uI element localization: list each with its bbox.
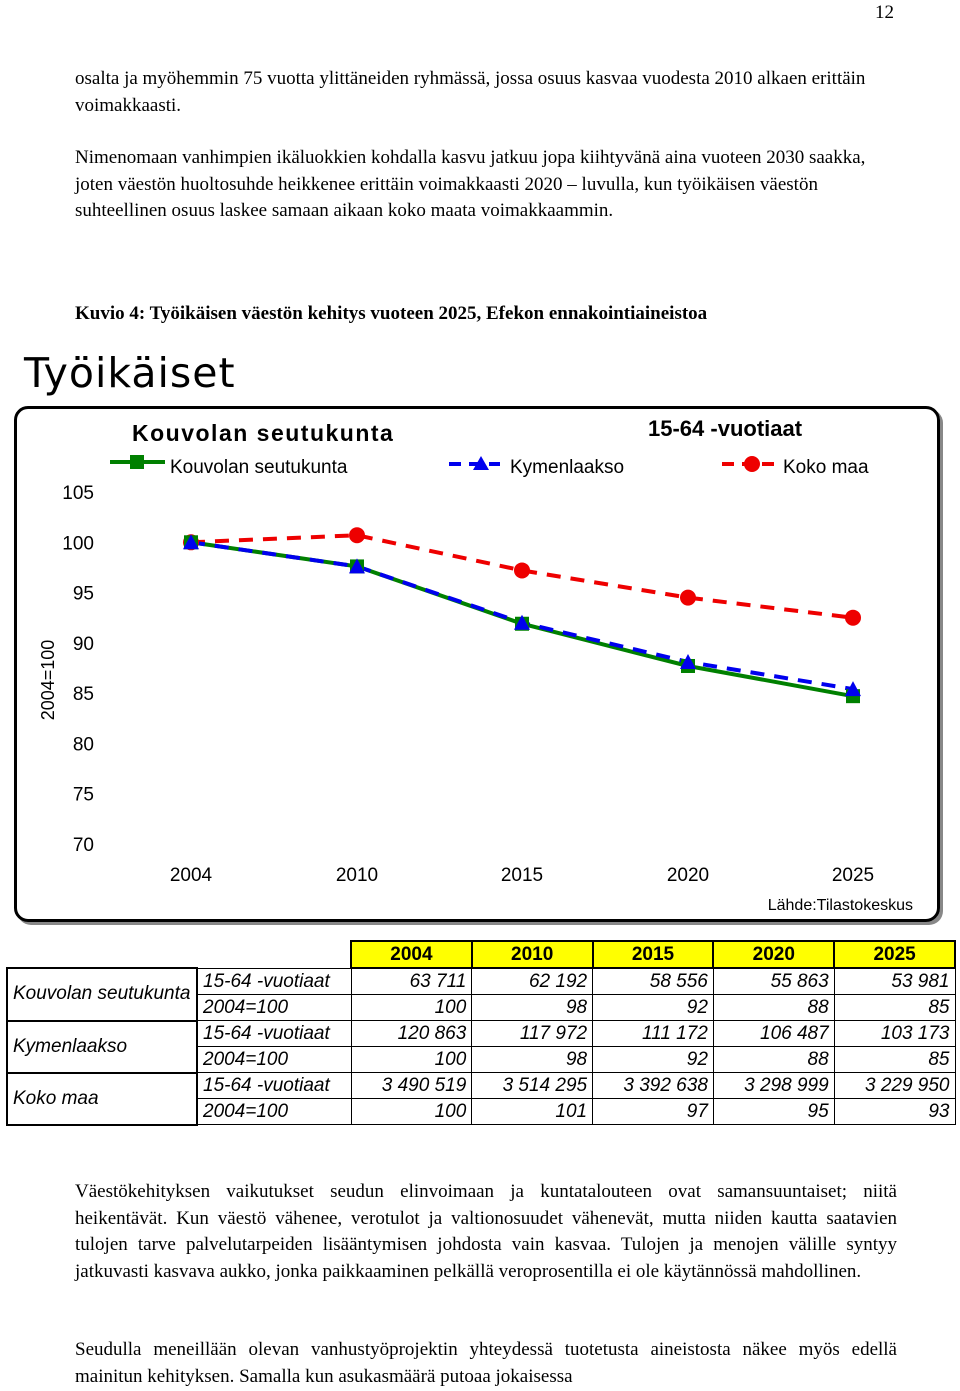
y-tick-label: 100 bbox=[62, 533, 94, 555]
table-label-cell: 15-64 -vuotiaat bbox=[197, 968, 351, 995]
table-cell: 92 bbox=[593, 1047, 714, 1073]
table-cell: 88 bbox=[713, 995, 834, 1021]
figure-caption: Kuvio 4: Työikäisen väestön kehitys vuoteen 2025, Efekon ennakointiaineistoa bbox=[75, 303, 708, 324]
x-tick-label: 2020 bbox=[666, 865, 710, 886]
table-cell: 97 bbox=[593, 1099, 714, 1125]
table-row bbox=[7, 968, 955, 995]
table-cell: 95 bbox=[713, 1099, 834, 1125]
table-label-cell: 2004=100 bbox=[197, 1047, 351, 1073]
table-cell: 3 229 950 bbox=[834, 1073, 955, 1099]
chart-subtitle: 15-64 -vuotiaat bbox=[648, 416, 803, 441]
table-cell: 53 981 bbox=[834, 968, 955, 995]
table-header-row bbox=[7, 941, 955, 968]
x-tick-label: 2004 bbox=[169, 865, 213, 886]
table-region-cell: Kouvolan seutukunta bbox=[7, 968, 197, 1021]
table-cell: 88 bbox=[713, 1047, 834, 1073]
table-label-cell: 15-64 -vuotiaat bbox=[197, 1073, 351, 1099]
table-cell: 117 972 bbox=[472, 1021, 593, 1047]
paragraph-top-2: Nimenomaan vanhimpien ikäluokkien kohdalla kasvu jatkuu jopa kiihtyvänä aina vuoteen 2030 saakka, joten väestön huoltosuhde heikkenee erittäin voimakkaasti 2020 – luvulla, kun työikäisen väestön suhteellinen osuus laskee samaan aikaan koko maata voimakkaammin. bbox=[75, 147, 866, 221]
table-cell: 100 bbox=[351, 1099, 472, 1125]
table-cell: 55 863 bbox=[713, 968, 834, 995]
table-cell: 3 298 999 bbox=[713, 1073, 834, 1099]
y-tick-label: 70 bbox=[72, 835, 94, 856]
paragraph-top-1: osalta ja myöhemmin 75 vuotta ylittäneiden ryhmässä, jossa osuus kasvaa vuodesta 2010 alkaen erittäin voimakkaasti. bbox=[75, 68, 866, 116]
table-cell: 98 bbox=[472, 1047, 593, 1073]
table-region-cell: Kymenlaakso bbox=[7, 1021, 197, 1073]
table-cell: 3 514 295 bbox=[472, 1073, 593, 1099]
paragraph-bottom-2: Seudulla meneillään olevan vanhustyöprojektin yhteydessä tuotetusta aineistosta näkee myös edellä mainitun kehityksen. Samalla kun asukasmäärä putoaa jokaisessa bbox=[75, 1339, 897, 1387]
y-tick-label: 85 bbox=[72, 684, 94, 706]
table-cell: 101 bbox=[472, 1099, 593, 1125]
table-cell: 103 173 bbox=[834, 1021, 955, 1047]
data-point-circle bbox=[845, 610, 861, 626]
table-header-2004: 2004 bbox=[351, 941, 472, 968]
table-row bbox=[7, 1021, 955, 1047]
table-label-cell: 15-64 -vuotiaat bbox=[197, 1021, 351, 1047]
table-label-cell: 2004=100 bbox=[197, 1099, 351, 1125]
y-tick-label: 95 bbox=[72, 583, 94, 605]
table-cell: 98 bbox=[472, 995, 593, 1021]
table-header-2020: 2020 bbox=[713, 941, 834, 968]
table-cell: 85 bbox=[834, 995, 955, 1021]
data-point-circle bbox=[514, 562, 530, 578]
table-label-cell: 2004=100 bbox=[197, 995, 351, 1021]
data-point-circle bbox=[349, 527, 365, 543]
table-header-2015: 2015 bbox=[593, 941, 714, 968]
table-row bbox=[7, 1073, 955, 1099]
table-cell: 3 392 638 bbox=[593, 1073, 714, 1099]
table-cell: 3 490 519 bbox=[351, 1073, 472, 1099]
table-cell: 120 863 bbox=[351, 1021, 472, 1047]
data-point-circle bbox=[680, 590, 696, 606]
y-tick-label: 80 bbox=[72, 734, 94, 756]
table-cell: 106 487 bbox=[713, 1021, 834, 1047]
x-axis-ticks bbox=[170, 865, 874, 886]
legend-marker-circle bbox=[744, 456, 760, 472]
series-layer bbox=[183, 527, 861, 703]
table-cell: 92 bbox=[593, 995, 714, 1021]
y-axis-label: 2004=100 bbox=[38, 639, 58, 721]
table-header-2025: 2025 bbox=[834, 941, 955, 968]
legend bbox=[110, 455, 869, 478]
table-cell: 100 bbox=[351, 995, 472, 1021]
x-tick-label: 2025 bbox=[831, 865, 875, 886]
y-tick-label: 105 bbox=[62, 483, 94, 504]
legend-label-kouvola: Kouvolan seutukunta bbox=[170, 457, 348, 478]
y-tick-label: 90 bbox=[72, 633, 94, 655]
chart-source: Lähde:Tilastokeskus bbox=[767, 897, 913, 914]
paragraph-bottom-1: Väestökehityksen vaikutukset seudun elinvoimaan ja kuntatalouteen ovat samansuuntaiset; niitä heikentävät. Kun väestö vähenee, verotulot ja valtionosuudet vähenevät, mutta niiden kautta saatavien tulojen tarve palvelutarpeiden lisääntymisen johdosta vain kasvaa. Tulojen ja menojen välille syntyy jatkuvasti kasvava aukko, jonka paikkaaminen pelkällä veroprosentilla ei ole käytännössä mahdollinen. bbox=[75, 1181, 897, 1282]
table-cell: 58 556 bbox=[593, 968, 714, 995]
table-header-2010: 2010 bbox=[472, 941, 593, 968]
legend-marker-square bbox=[130, 455, 144, 469]
chart-heading: Työikäiset bbox=[24, 349, 236, 397]
page-number: 12 bbox=[875, 2, 894, 23]
table-cell: 63 711 bbox=[351, 968, 472, 995]
table-region-cell: Koko maa bbox=[7, 1073, 197, 1125]
x-tick-label: 2015 bbox=[500, 865, 544, 886]
data-table bbox=[6, 940, 956, 1126]
y-tick-label: 75 bbox=[72, 784, 94, 806]
table-cell: 85 bbox=[834, 1047, 955, 1073]
table-cell: 62 192 bbox=[472, 968, 593, 995]
table-cell: 93 bbox=[834, 1099, 955, 1125]
x-tick-label: 2010 bbox=[335, 865, 379, 886]
legend-label-koko-maa: Koko maa bbox=[783, 457, 869, 478]
chart-title: Kouvolan seutukunta bbox=[132, 420, 395, 446]
table-cell: 100 bbox=[351, 1047, 472, 1073]
table-cell: 111 172 bbox=[593, 1021, 714, 1047]
y-axis-ticks bbox=[62, 483, 94, 856]
legend-label-kymenlaakso: Kymenlaakso bbox=[510, 457, 625, 478]
